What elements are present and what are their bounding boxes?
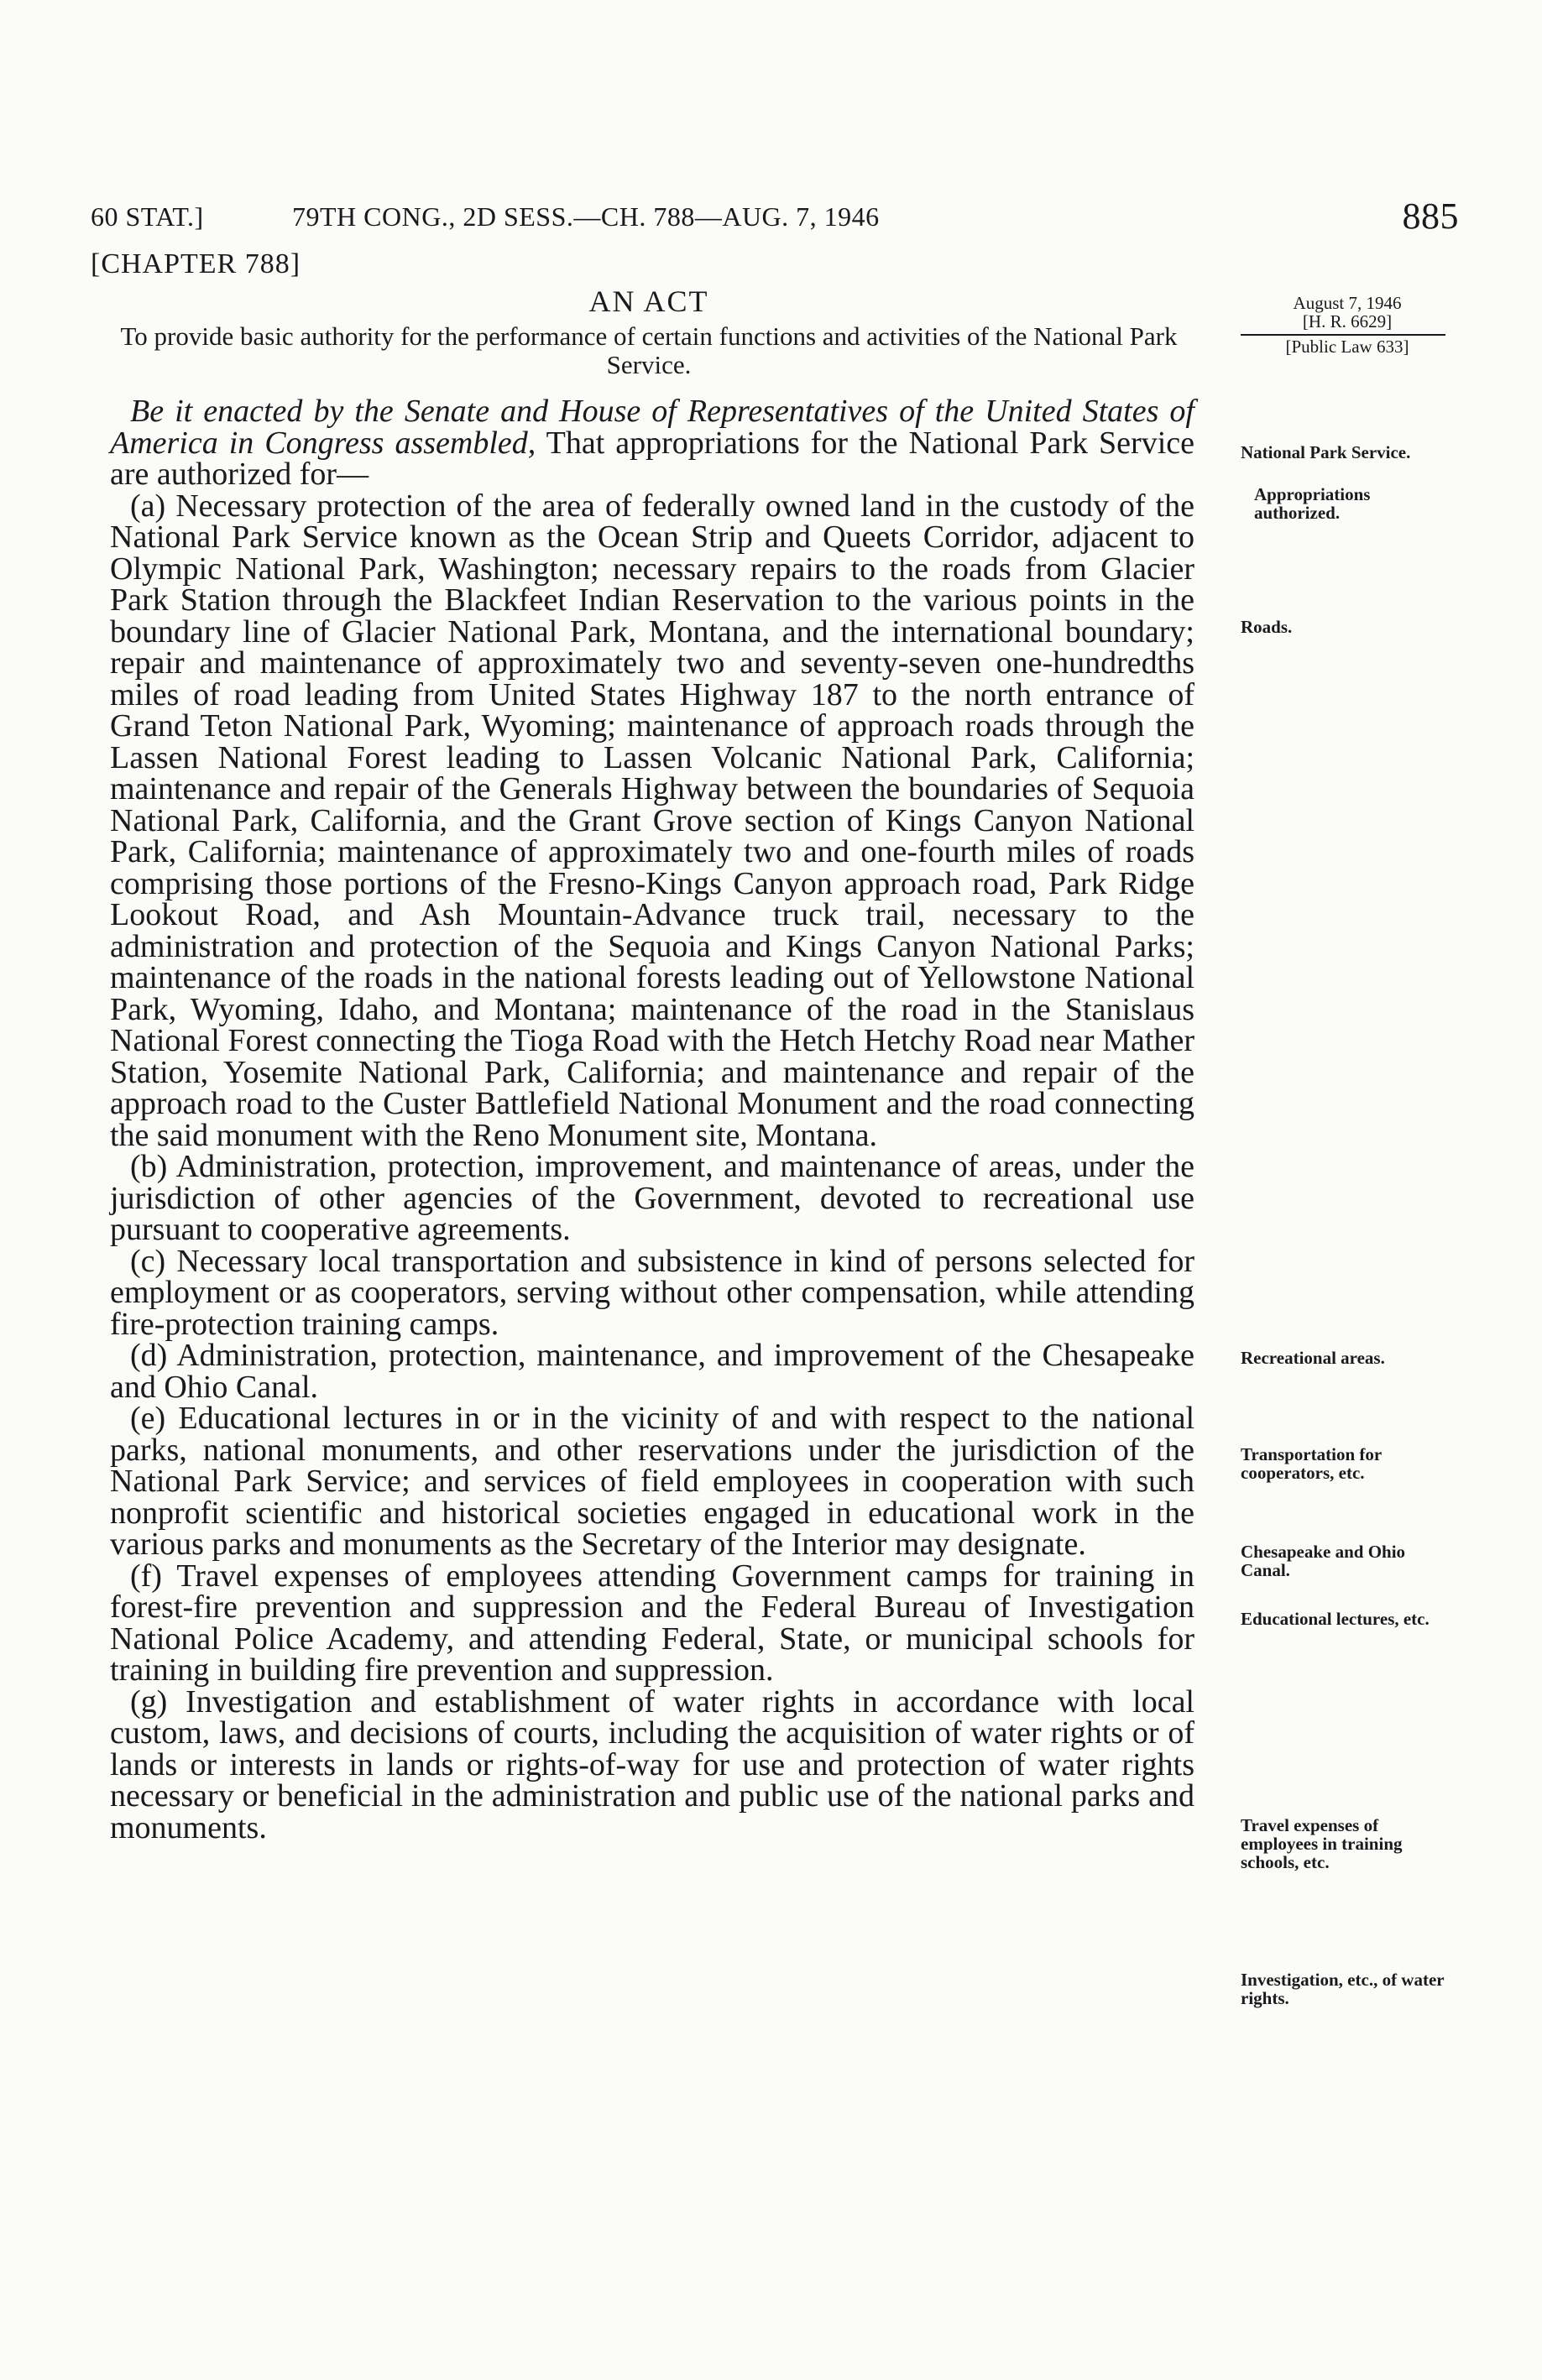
act-date: August 7, 1946 [1293, 293, 1402, 313]
margin-note-recreational: Recreational areas. [1241, 1348, 1385, 1368]
act-body [110, 396, 1194, 1844]
act-title: AN ACT [588, 284, 709, 318]
congress-session-line: 79TH CONG., 2D SESS.—CH. 788—AUG. 7, 1946 [292, 201, 880, 232]
margin-note-roads: Roads. [1241, 617, 1293, 637]
enacting-clause [110, 396, 1194, 491]
paragraph-g: (g) Investigation and establishment of water rights in accordance with local custom, laws, and decisions of courts, including the acquisition of water rights or of lands or interests in lands or rights-of-way for use and protection of water rights necessary or beneficial in the administration and public use of the national parks and monuments. [110, 1683, 1194, 1845]
act-description: To provide basic authority for the performance of certain functions and activities of the National Park Service. [120, 321, 1178, 379]
act-reference [1234, 294, 1461, 356]
paragraph-a: (a) Necessary protection of the area of federally owned land in the custody of the National Park Service known as the Ocean Strip and Queets Corridor, adjacent to Olympic National Park, Washington; necessary repairs to the roads from Glacier Park Station through the Blackfeet Indian Reservation to the various points in the boundary line of Glacier National Park, Montana, and the international boundary; repair and maintenance of approximately two and seventy-seven one-hundredths miles of road leading from United States Highway 187 to the north entrance of Grand Teton National Park, Wyoming; maintenance of approach roads through the Lassen National Forest leading to Lassen Volcanic National Park, California; maintenance and repair of the Generals Highway between the boundaries of Sequoia National Park, California, and the Grant Grove section of Kings Canyon National Park, California; maintenance of approximately two and one-fourth miles of roads comprising those portions of the Fresno-Kings Canyon approach road, Park Ridge Lookout Road, and Ash Mountain-Advance truck trail, necessary to the administration and protection of the Sequoia and Kings Canyon National Parks; maintenance of the roads in the national forests leading out of Yellowstone National Park, Wyoming, Idaho, and Montana; maintenance of the road in the Stanislaus National Forest connecting the Tioga Road with the Hetch Hetchy Road near Mather Station, Yosemite National Park, California; and maintenance and repair of the approach road to the Custer Battlefield National Monument and the road connecting the said monument with the Reno Monument site, Montana. [110, 488, 1194, 1153]
margin-note-investigation: Investigation, etc., of water rights. [1241, 1970, 1445, 2008]
public-law-number: [Public Law 633] [1285, 337, 1409, 357]
paragraph-c: (c) Necessary local transportation and subsistence in kind of persons selected for employment or as cooperators, serving without other compensation, while attending fire-protection training camps. [110, 1243, 1194, 1342]
margin-note-travel: Travel expenses of employees in training schools, etc. [1241, 1815, 1403, 1872]
margin-note-national-park-service: National Park Service. [1241, 442, 1411, 462]
enacting-clause-rest: That appropriations for the National Park Service are authorized for— [110, 425, 1194, 492]
enacting-clause-italic: Be it enacted by the Senate and House of Representatives of the United States of America in Congress assembled, [110, 394, 1194, 461]
bill-number: [H. R. 6629] [1302, 311, 1393, 331]
margin-note-transportation: Transportation for cooperators, etc. [1241, 1444, 1382, 1483]
chapter-heading: [CHAPTER 788] [91, 248, 301, 279]
statute-volume: 60 STAT.] [91, 201, 204, 232]
paragraph-f: (f) Travel expenses of employees attending Government camps for training in forest-fire prevention and suppression and the Federal Bureau of Investigation National Police Academy, and attending Federal, State, or municipal schools for training in building fire prevention and suppression. [110, 1558, 1194, 1688]
paragraph-b: (b) Administration, protection, improvement, and maintenance of areas, under the jurisdiction of other agencies of the Government, devoted to recreational use pursuant to cooperative agreements. [110, 1149, 1194, 1247]
margin-note-appropriations: Appropriations authorized. [1254, 484, 1371, 523]
running-header [91, 195, 1459, 242]
paragraph-d: (d) Administration, protection, maintenance, and improvement of the Chesapeake and Ohio Canal. [110, 1338, 1194, 1405]
page-number: 885 [1402, 196, 1459, 237]
margin-note-chesapeake: Chesapeake and Ohio Canal. [1241, 1542, 1406, 1580]
divider [1241, 334, 1445, 336]
margin-note-educational: Educational lectures, etc. [1241, 1609, 1430, 1629]
paragraph-e: (e) Educational lectures in or in the vicinity of and with respect to the national parks, national monuments, and other reservations under the jurisdiction of the National Park Service; and services of field employees in cooperation with such nonprofit scientific and historical societies engaged in educational work in the various parks and monuments as the Secretary of the Interior may designate. [110, 1401, 1194, 1562]
